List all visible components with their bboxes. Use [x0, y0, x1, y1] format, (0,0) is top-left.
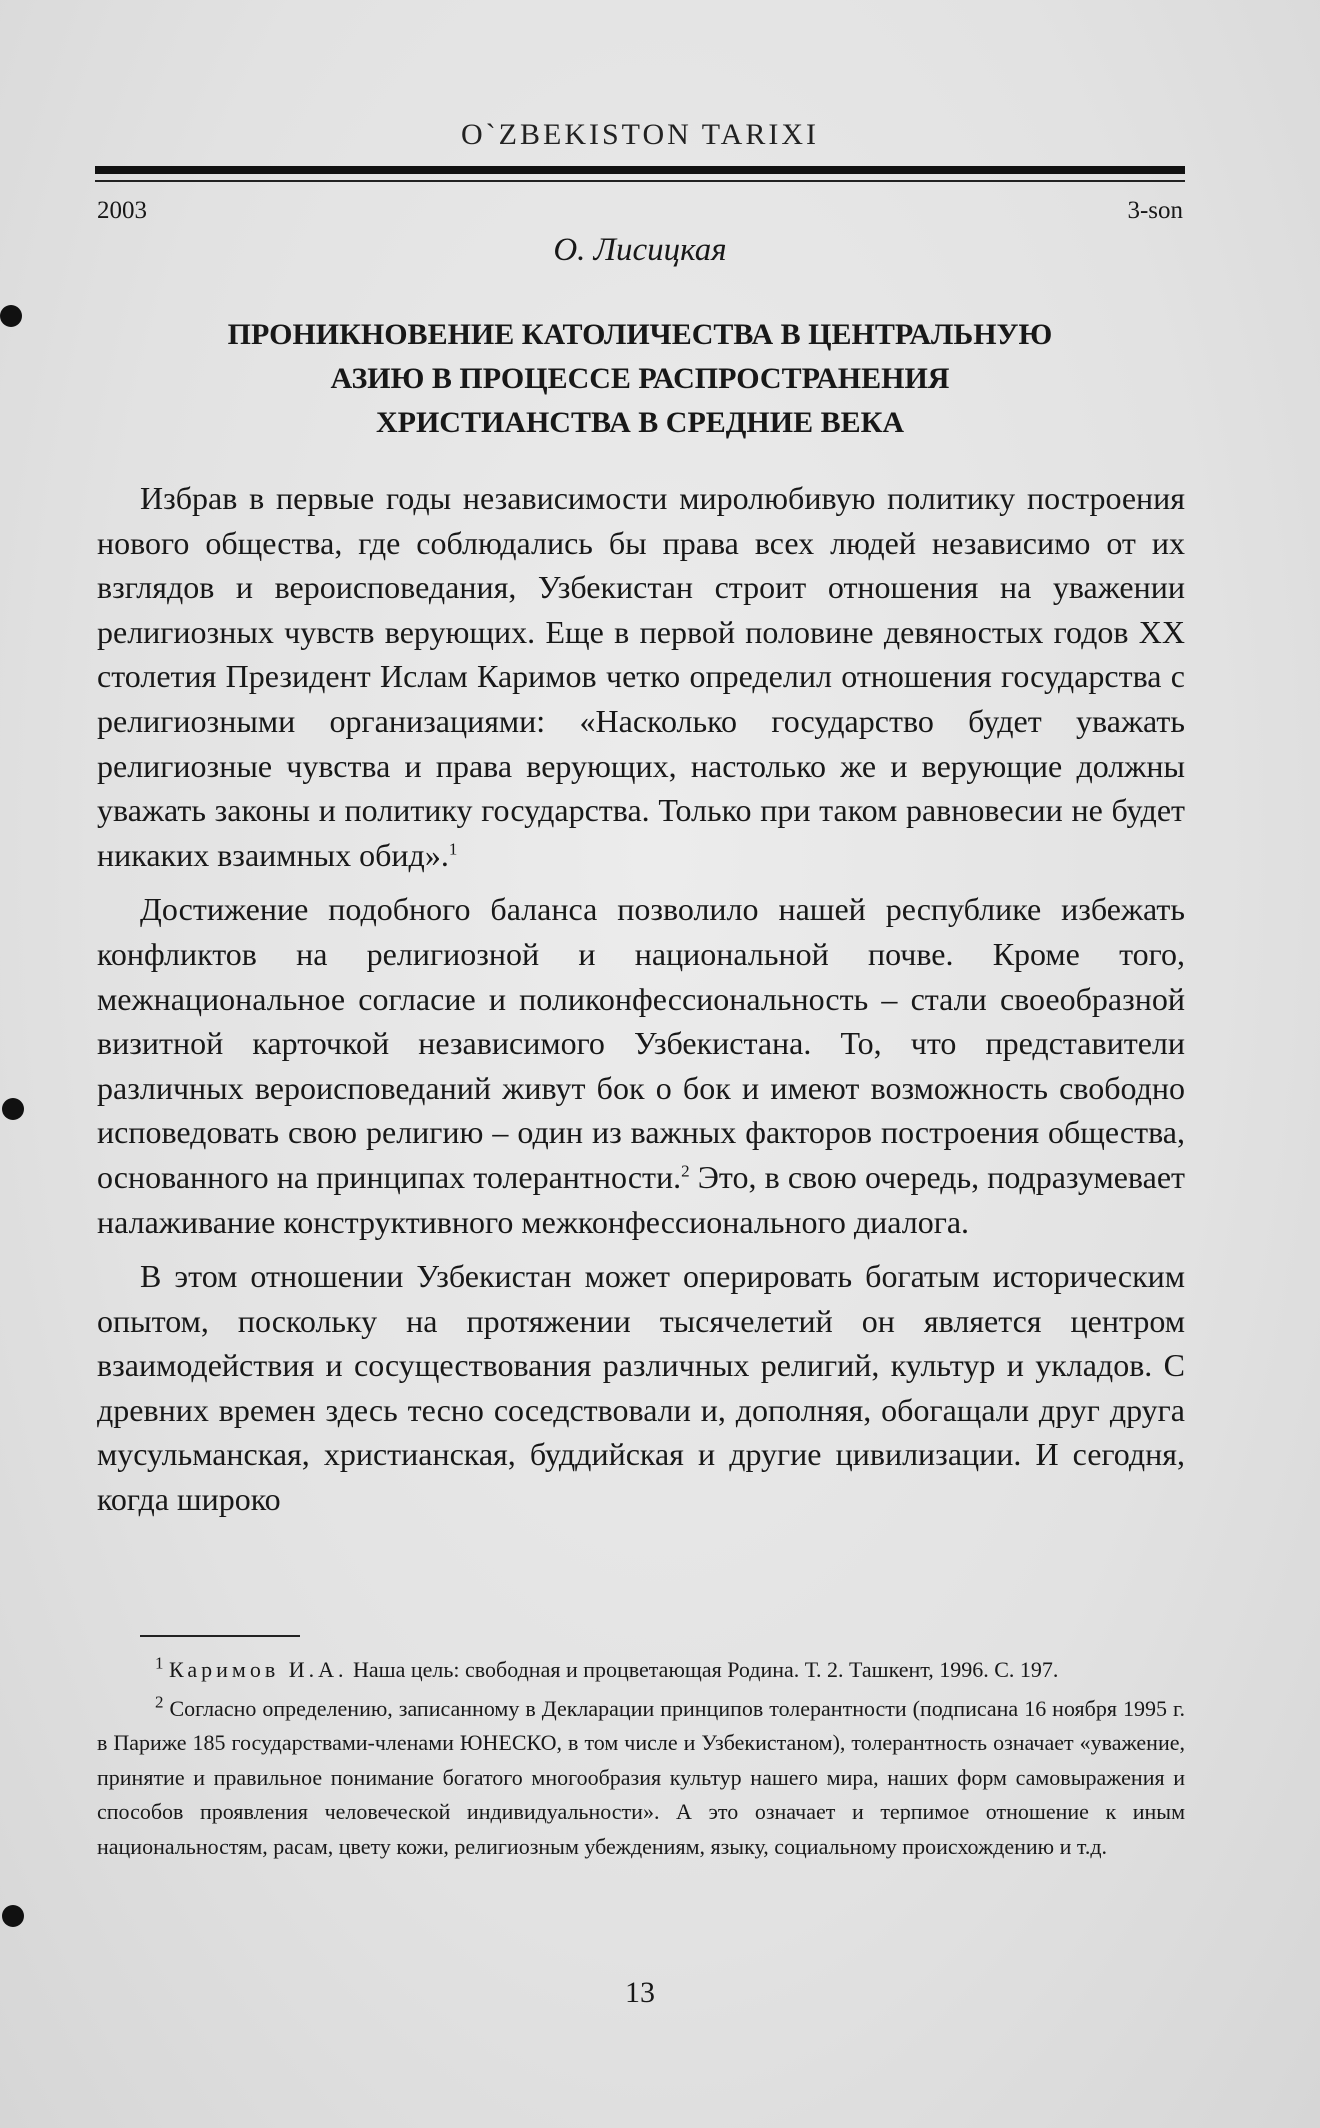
- footnote: [97, 1653, 1185, 1688]
- article-title: [140, 313, 1140, 445]
- article-author: О. Лисицкая: [553, 232, 727, 268]
- footnotes: [97, 1653, 1185, 1868]
- page-number: 13: [625, 1976, 655, 2009]
- footnote-author: Каримов И.А.: [169, 1657, 348, 1682]
- header-rule-thin: [95, 180, 1185, 182]
- journal-title: O`ZBEKISTON TARIXI: [461, 118, 819, 151]
- punch-hole-mark: [2, 1098, 24, 1120]
- body-paragraph: [97, 887, 1185, 1244]
- punch-hole-mark: [0, 305, 22, 327]
- footnote-ref[interactable]: 1: [448, 839, 458, 859]
- issue-number: 3-son: [1127, 197, 1183, 224]
- body-paragraph: [97, 476, 1185, 877]
- punch-hole-mark: [2, 1905, 24, 1927]
- footnote-text: Согласно определению, записанному в Декларации принципов толерантности (подписана 16 ноября 1995 г. в Париже 185 государствами-членами ЮНЕСКО, в том числе и Узбекистаном), толерантность означает «уважение, принятие и правильное понимание богатого многообразия культур нашего мира, наших форм самовыражения и способов проявления человеческой индивидуальности». А это означает и терпимое отношение к иным национальностям, расам, цвету кожи, религиозным убеждениям, языку, социальному происхождению и т.д.: [97, 1695, 1185, 1859]
- footnote-text: Наша цель: свободная и процветающая Родина. Т. 2. Ташкент, 1996. С. 197.: [347, 1657, 1059, 1682]
- header-rule-thick: [95, 166, 1185, 174]
- paragraph-text: В этом отношении Узбекистан может оперировать богатым историческим опытом, поскольку на протяжении тысячелетий он является центром взаимодействия и сосуществования различных религий, культур и укладов. С древних времен здесь тесно соседствовали и, дополняя, обогащали друг друга мусульманская, христианская, буддийская и другие цивилизации. И сегодня, когда широко: [97, 1258, 1185, 1518]
- article-body: [97, 476, 1185, 1532]
- footnote: [97, 1692, 1185, 1865]
- footnote-separator: [140, 1635, 300, 1637]
- paragraph-text-continued: Это, в свою очередь, подразумевает налаживание конструктивного межконфессионального диалога.: [97, 1158, 1186, 1240]
- paragraph-text: Избрав в первые годы независимости миролюбивую политику построения нового общества, где соблюдались бы права всех людей независимо от их взглядов и вероисповедания, Узбекистан строит отношения на уважении религиозных чувств верующих. Еще в первой половине девяностых годов XX столетия Президент Ислам Каримов четко определил отношения государства с религиозными организациями: «Насколько государство будет уважать религиозные чувства и права верующих, настолько же и верующие должны уважать законы и политику государства. Только при таком равновесии не будет никаких взаимных обид».: [97, 480, 1185, 873]
- footnote-number: 2: [155, 1692, 164, 1712]
- title-line: АЗИЮ В ПРОЦЕССЕ РАСПРОСТРАНЕНИЯ: [330, 362, 950, 395]
- footnote-number: 1: [155, 1653, 164, 1673]
- title-line: ХРИСТИАНСТВА В СРЕДНИЕ ВЕКА: [375, 406, 905, 439]
- title-line: ПРОНИКНОВЕНИЕ КАТОЛИЧЕСТВА В ЦЕНТРАЛЬНУЮ: [227, 318, 1053, 351]
- footnote-ref[interactable]: 2: [681, 1161, 690, 1181]
- issue-year: 2003: [97, 197, 147, 224]
- paragraph-text: Достижение подобного баланса позволило нашей республике избежать конфликтов на религиозной и национальной почве. Кроме того, межнациональное согласие и поликонфессиональность – стали своеобразной визитной карточкой независимого Узбекистана. То, что представители различных вероисповеданий живут бок о бок и имеют возможность свободно исповедовать свою религию – один из важных факторов построения общества, основанного на принципах толерантности.: [97, 891, 1185, 1195]
- body-paragraph: [97, 1254, 1185, 1522]
